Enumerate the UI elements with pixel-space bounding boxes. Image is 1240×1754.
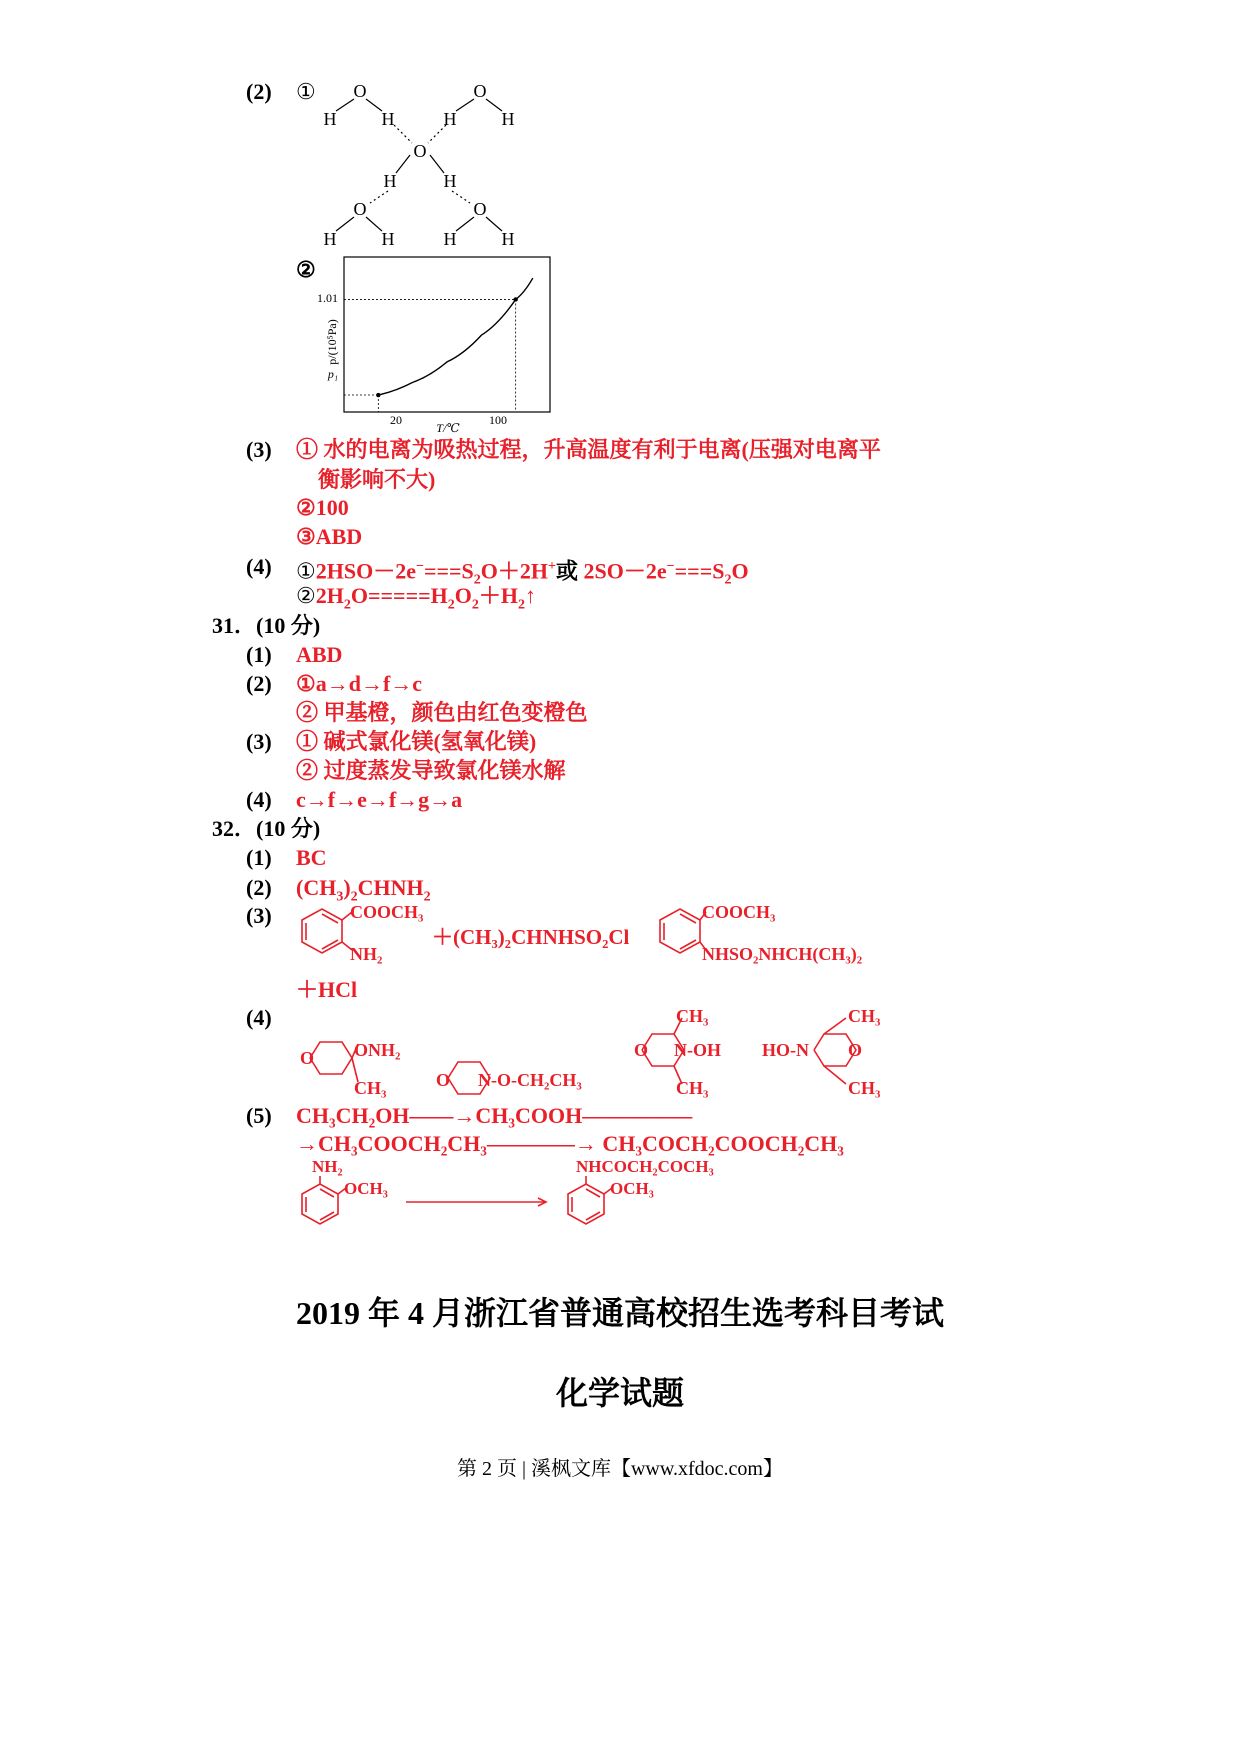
nhcoch2coch3-label: NHCOCH₂COCH₃ (576, 1157, 714, 1176)
q32-part5-label: (5) (246, 1103, 272, 1128)
nh2-label: NH₂ (350, 944, 383, 964)
svg-text:H: H (323, 109, 337, 129)
q30-part4-answer-a: $①2HSO-2e^-===S_2O+2H^+$或 $2SO-2e^-===S_2O$ (296, 558, 749, 588)
q32-part3-label: (3) (246, 903, 272, 928)
exam-title: 2019 年 4 月浙江省普通高校招生选考科目考试 (295, 1295, 944, 1331)
q30-part3-answer-a-cont: 衡影响不大) (318, 467, 436, 492)
q31-part2-answer-b: ② 甲基橙，颜色由红色变橙色 (296, 700, 588, 725)
exam-subtitle: 化学试题 (555, 1375, 684, 1411)
q31-header: 31．(10 分) (212, 613, 321, 638)
q32-part4-structures (296, 1002, 896, 1102)
q30-part4-label: (4) (246, 554, 272, 579)
data-point-1 (513, 297, 517, 301)
svg-text:H: H (501, 229, 515, 249)
q32-part1-label: (1) (246, 845, 272, 870)
q30-part3-label: (3) (246, 437, 272, 462)
oxygen-label: O (300, 1048, 315, 1068)
q32-part3-hcl: ＋HCl (296, 977, 358, 1002)
q30-part2-label: (2) (246, 79, 272, 104)
q32-part5-aryl-reaction (296, 1156, 766, 1236)
vapor-pressure-chart (310, 250, 560, 440)
q30-part3-answer-b: ②100 (296, 495, 349, 520)
q31-part4-label: (4) (246, 787, 272, 812)
x-axis-label: T/℃ (436, 421, 460, 435)
svg-text:H: H (383, 171, 397, 191)
ch3-label: CH₃ (848, 1006, 881, 1026)
svg-text:H: H (381, 229, 395, 249)
ch3-label: CH₃ (676, 1078, 709, 1098)
ch3-label: CH₃ (848, 1078, 881, 1098)
q32-part5-line1: CH₃CH₂OH——→CH₃COOH————— (296, 1103, 693, 1128)
reagent-label: ＋(CH₃)₂CHNHSO₂Cl (432, 925, 630, 949)
page-footer: 第 2 页 | 溪枫文库【www.xfdoc.com】 (456, 1458, 783, 1480)
product-cooch3-label: COOCH₃ (702, 902, 776, 922)
q32-part2-answer: $(CH_3)_2CHNH_2$ (296, 875, 431, 905)
nh2-label: NH₂ (312, 1157, 343, 1176)
series-line (378, 278, 533, 395)
svg-text:H: H (501, 109, 515, 129)
svg-text:H: H (443, 229, 457, 249)
q30-part3-answer-a: ① 水的电离为吸热过程，升高温度有利于电离(压强对电离平 (296, 437, 881, 462)
y-tick-label-bottom: p₁ (327, 367, 338, 381)
ch3-label: CH₃ (354, 1078, 387, 1098)
onh2-label: ONH₂ (354, 1040, 401, 1060)
q31-part1-label: (1) (246, 642, 272, 667)
y-axis-label: p/(10⁵Pa) (325, 319, 339, 365)
q31-part3-label: (3) (246, 729, 272, 754)
svg-text:O: O (413, 141, 427, 161)
n-oh-label: N-OH (674, 1040, 721, 1060)
product-sulfonamide-label: NHSO₂NHCH(CH₃)₂ (702, 944, 863, 964)
chart-frame (344, 257, 550, 412)
x-tick-label-20: 20 (390, 413, 402, 427)
svg-text:O: O (473, 81, 487, 101)
q30-part2-sub2: ② (296, 257, 316, 282)
ho-n-label: HO-N (762, 1040, 809, 1060)
n-o-ethyl-label: N-O-CH₂CH₃ (478, 1070, 582, 1090)
q30-part3-answer-c: ③ABD (296, 524, 363, 549)
cooch3-label: COOCH₃ (350, 902, 424, 922)
q31-part2-label: (2) (246, 671, 272, 696)
q32-part2-label: (2) (246, 875, 272, 900)
oxygen-label: O (436, 1070, 451, 1090)
svg-text:O: O (353, 81, 367, 101)
x-tick-label-100: 100 (489, 413, 507, 427)
q32-part3-reaction (296, 898, 896, 968)
q31-part3-answer-a: ① 碱式氯化镁(氢氧化镁) (296, 729, 537, 754)
q30-part2-sub1: ① (296, 79, 316, 104)
och3-label: OCH₃ (610, 1179, 654, 1198)
svg-text:H: H (323, 229, 337, 249)
svg-text:H: H (443, 171, 457, 191)
y-tick-label-top: 1.01 (317, 291, 338, 305)
oxygen-label: O (848, 1040, 863, 1060)
svg-text:H: H (381, 109, 395, 129)
data-point-0 (376, 393, 380, 397)
ch3-label: CH₃ (676, 1006, 709, 1026)
q31-part4-answer: c→f→e→f→g→a (296, 787, 463, 812)
q31-part2-answer-a: ①a→d→f→c (296, 671, 423, 696)
q32-header: 32．(10 分) (212, 816, 321, 841)
och3-label: OCH₃ (344, 1179, 388, 1198)
q31-part3-answer-b: ② 过度蒸发导致氯化镁水解 (296, 758, 566, 783)
svg-text:H: H (443, 109, 457, 129)
q30-part4-answer-b: $②2H_2O=====H_2O_2+H_2↑$ (296, 583, 537, 613)
q32-part1-answer: BC (296, 845, 327, 870)
svg-text:O: O (473, 199, 487, 219)
oxygen-label: O (634, 1040, 649, 1060)
svg-text:O: O (353, 199, 367, 219)
q32-part5-line2: →CH₃COOCH₂CH₃————→ CH₃COCH₂COOCH₂CH₃ (296, 1131, 844, 1156)
q32-part4-label: (4) (246, 1005, 272, 1030)
q31-part1-answer: ABD (296, 642, 343, 667)
water-hydrogen-bond-structure (310, 75, 540, 255)
